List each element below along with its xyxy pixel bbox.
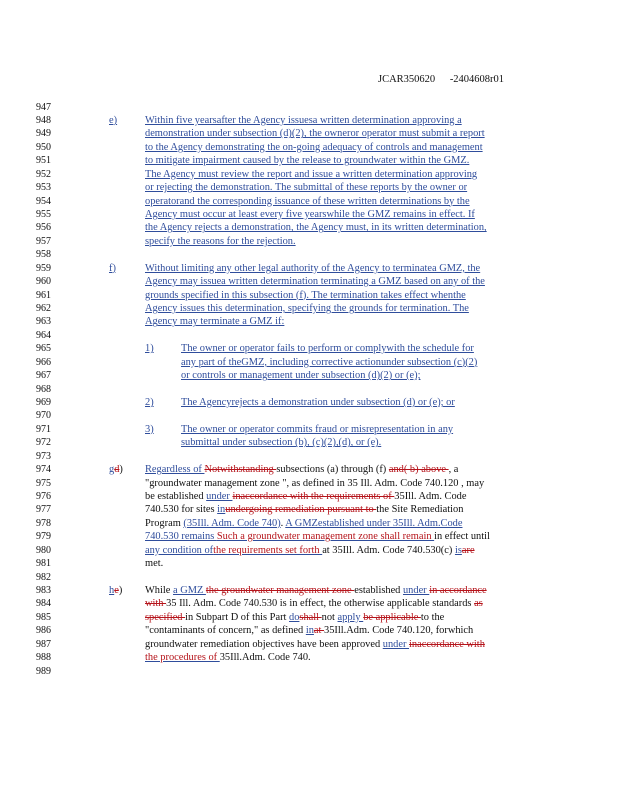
text-line: [145, 209, 475, 221]
text-segment: the Site Remediation: [376, 504, 464, 516]
text-line: [145, 612, 444, 624]
section-marker: he): [109, 584, 123, 596]
line-number: 978: [36, 517, 51, 529]
inserted-text: The Agency must review the report and issue a written determination approving: [145, 168, 478, 180]
text-line: [145, 155, 469, 167]
text-segment: in Subpart D of this Part: [185, 611, 290, 623]
deleted-text: are: [461, 544, 475, 556]
text-line: [145, 504, 463, 516]
inserted-text: any part of theGMZ, including corrective actionunder subsection (c)(2): [181, 356, 478, 368]
line-number: 961: [36, 289, 51, 301]
text-segment: "contaminants of concern," as defined: [145, 625, 306, 637]
text-segment: met.: [145, 558, 164, 570]
text-segment: not: [321, 611, 338, 623]
inserted-text: is: [454, 544, 462, 556]
line-number: 979: [36, 531, 51, 543]
line-number: 989: [36, 665, 51, 677]
deleted-text: specified: [145, 611, 186, 623]
text-line: [145, 169, 477, 181]
text-line: [181, 343, 474, 355]
text-segment: in effect until: [434, 531, 490, 543]
text-line: [145, 316, 284, 328]
text-line: [145, 236, 296, 248]
text-line: [181, 397, 455, 409]
inserted-text: to the Agency demonstrating the on-going adequacy of controls and management: [145, 141, 483, 153]
text-segment: Program: [145, 517, 184, 529]
line-number: 954: [36, 195, 51, 207]
inserted-text: demonstration under subsection (d)(2), the owneror operator must submit a report: [145, 128, 485, 140]
text-line: [181, 357, 477, 369]
inserted-text: The owner or operator commits fraud or misrepresentation in any: [181, 423, 454, 435]
line-number: 976: [36, 490, 51, 502]
line-number: 958: [36, 249, 51, 261]
text-line: [181, 370, 420, 382]
text-segment: 35 Ill. Adm. Code 740.530 is in effect, the otherwise applicable standards: [166, 598, 475, 610]
line-number: 974: [36, 464, 51, 476]
section-marker: 3): [145, 423, 154, 435]
text-line: [145, 142, 483, 154]
deleted-text: in accordance: [429, 584, 487, 596]
line-number: 952: [36, 168, 51, 180]
line-number: 951: [36, 155, 51, 167]
inserted-text: in: [305, 625, 314, 637]
line-number: 947: [36, 101, 51, 113]
text-segment: While: [145, 584, 173, 596]
line-number: 953: [36, 182, 51, 194]
text-segment: groundwater remediation objectives have been approved: [145, 638, 383, 650]
line-number: 964: [36, 329, 51, 341]
text-line: [145, 478, 484, 490]
line-number: 949: [36, 128, 51, 140]
text-line: [145, 558, 163, 570]
inserted-text: grounds specified in this subsection (f). The termination takes effect whenthe: [145, 289, 466, 301]
text-line: [145, 290, 466, 302]
line-number: 955: [36, 208, 51, 220]
line-number: 969: [36, 396, 51, 408]
text-line: [145, 464, 458, 476]
text-segment: 35Ill.Adm. Code 740.: [219, 652, 311, 664]
line-number: 971: [36, 423, 51, 435]
text-segment: at 35Ill. Adm. Code 740.530(c): [322, 544, 455, 556]
text-segment: subsections (a) through (f): [276, 464, 389, 476]
inserted-text: Agency may terminate a GMZ if:: [145, 316, 285, 328]
inserted-text: operatorand the corresponding issuance of these written determinations by the: [145, 195, 470, 207]
inserted-text: in: [217, 504, 226, 516]
line-number: 959: [36, 262, 51, 274]
line-number: 977: [36, 504, 51, 516]
line-number: 957: [36, 235, 51, 247]
inserted-text: Such a groundwater management zone shall remain: [216, 531, 435, 543]
inserted-text: the requirements set forth: [213, 544, 323, 556]
line-number: 973: [36, 450, 51, 462]
inserted-text: apply: [337, 611, 364, 623]
text-line: [145, 303, 469, 315]
text-segment: 35Ill. Adm. Code: [394, 490, 467, 502]
text-segment: "groundwater management zone ", as defined in 35 Ill. Adm. Code 740.120 , may: [145, 477, 485, 489]
line-number: 965: [36, 343, 51, 355]
deleted-text: as: [474, 598, 483, 610]
text-line: [181, 437, 381, 449]
deleted-text: shall: [299, 611, 322, 623]
inserted-text: under: [382, 638, 410, 650]
inserted-text: under: [206, 490, 233, 502]
text-line: [145, 639, 485, 651]
text-segment: to the: [420, 611, 445, 623]
section-marker: e): [109, 114, 118, 126]
text-segment: 740.530 for sites: [145, 504, 218, 516]
line-number: 988: [36, 652, 51, 664]
text-segment: be established: [145, 490, 207, 502]
text-line: [145, 196, 470, 208]
inserted-text: the Agency rejects a demonstration, the Agency must, in its written determination,: [145, 222, 487, 234]
text-line: [145, 128, 485, 140]
text-line: [145, 625, 473, 637]
line-number: 968: [36, 383, 51, 395]
text-segment: 35Ill.Adm. Code 740.120, forwhich: [324, 625, 474, 637]
text-line: [145, 585, 487, 597]
inserted-text: submittal under subsection (b), (c)(2),(d), or (e).: [181, 437, 382, 449]
text-line: [145, 531, 490, 543]
inserted-text: or controls or management under subsection (d)(2) or (e);: [181, 370, 421, 382]
inserted-text: Regardless of: [145, 464, 205, 476]
text-segment: established: [354, 584, 403, 596]
text-line: [145, 598, 483, 610]
inserted-text: Agency issues this determination, specifying the grounds for termination. The: [145, 302, 469, 314]
line-number: 950: [36, 141, 51, 153]
line-number: 972: [36, 437, 51, 449]
deleted-text: with: [145, 598, 167, 610]
inserted-text: or rejecting the demonstration. The submittal of these reports by the owner or: [145, 182, 468, 194]
text-line: [145, 518, 462, 530]
inserted-text: (35Ill. Adm. Code 740): [183, 517, 281, 529]
inserted-text: under: [402, 584, 430, 596]
section-marker: 1): [145, 343, 154, 355]
line-number: 967: [36, 370, 51, 382]
text-line: [145, 491, 466, 503]
text-line: [145, 263, 480, 275]
deleted-text: undergoing remediation pursuant to: [225, 504, 377, 516]
text-segment: , a: [448, 464, 459, 476]
deleted-text: the groundwater management zone: [205, 584, 355, 596]
section-marker: 2): [145, 396, 154, 408]
line-number: 956: [36, 222, 51, 234]
line-number: 982: [36, 571, 51, 583]
line-number: 970: [36, 410, 51, 422]
inserted-text: any condition of: [145, 544, 214, 556]
inserted-text: do: [289, 611, 300, 623]
inserted-text: Agency may issuea written determination terminating a GMZ based on any of the: [145, 276, 485, 288]
document-header: [378, 74, 516, 85]
inserted-text: Agency must occur at least every five yearswhile the GMZ remains in effect. If: [145, 208, 475, 220]
section-marker: gd): [109, 464, 123, 476]
line-number: 986: [36, 625, 51, 637]
text-line: [145, 652, 311, 664]
inserted-text: the procedures of: [145, 652, 220, 664]
text-segment: .: [280, 517, 286, 529]
inserted-text: Without limiting any other legal authority of the Agency to terminatea GMZ, the: [145, 262, 481, 274]
deleted-text: at: [313, 625, 325, 637]
deleted-text: inaccordance with the requirements of: [232, 490, 395, 502]
line-number: 987: [36, 638, 51, 650]
section-marker: f): [109, 262, 116, 274]
line-number: 963: [36, 316, 51, 328]
inserted-text: a GMZ: [173, 584, 206, 596]
line-number: 975: [36, 477, 51, 489]
line-number: 966: [36, 356, 51, 368]
line-number: 981: [36, 558, 51, 570]
text-line: [145, 276, 485, 288]
text-line: [145, 182, 467, 194]
line-number: 980: [36, 544, 51, 556]
line-number: 962: [36, 302, 51, 314]
text-line: [145, 115, 462, 127]
document-version: -2404608r01: [449, 74, 505, 85]
document-id: JCAR350620: [378, 74, 436, 85]
deleted-text: be applicable: [363, 611, 421, 623]
deleted-text: Notwithstanding: [204, 464, 277, 476]
inserted-text: The Agencyrejects a demonstration under subsection (d) or (e); or: [181, 396, 455, 408]
text-line: [181, 424, 453, 436]
inserted-text: The owner or operator fails to perform or complywith the schedule for: [181, 343, 474, 355]
inserted-text: 740.530 remains: [145, 531, 217, 543]
line-number: 948: [36, 114, 51, 126]
text-line: [145, 545, 475, 557]
deleted-text: and( b) above: [388, 464, 449, 476]
line-number: 960: [36, 276, 51, 288]
text-line: [145, 222, 487, 234]
line-number: 984: [36, 598, 51, 610]
inserted-text: A GMZestablished under 35Ill. Adm.Code: [285, 517, 463, 529]
line-number: 983: [36, 584, 51, 596]
inserted-text: Within five yearsafter the Agency issuesa written determination approving a: [145, 114, 462, 126]
inserted-text: to mitigate impairment caused by the release to groundwater within the GMZ.: [145, 155, 470, 167]
line-number: 985: [36, 611, 51, 623]
deleted-text: inaccordance with: [409, 638, 485, 650]
inserted-text: specify the reasons for the rejection.: [145, 235, 296, 247]
